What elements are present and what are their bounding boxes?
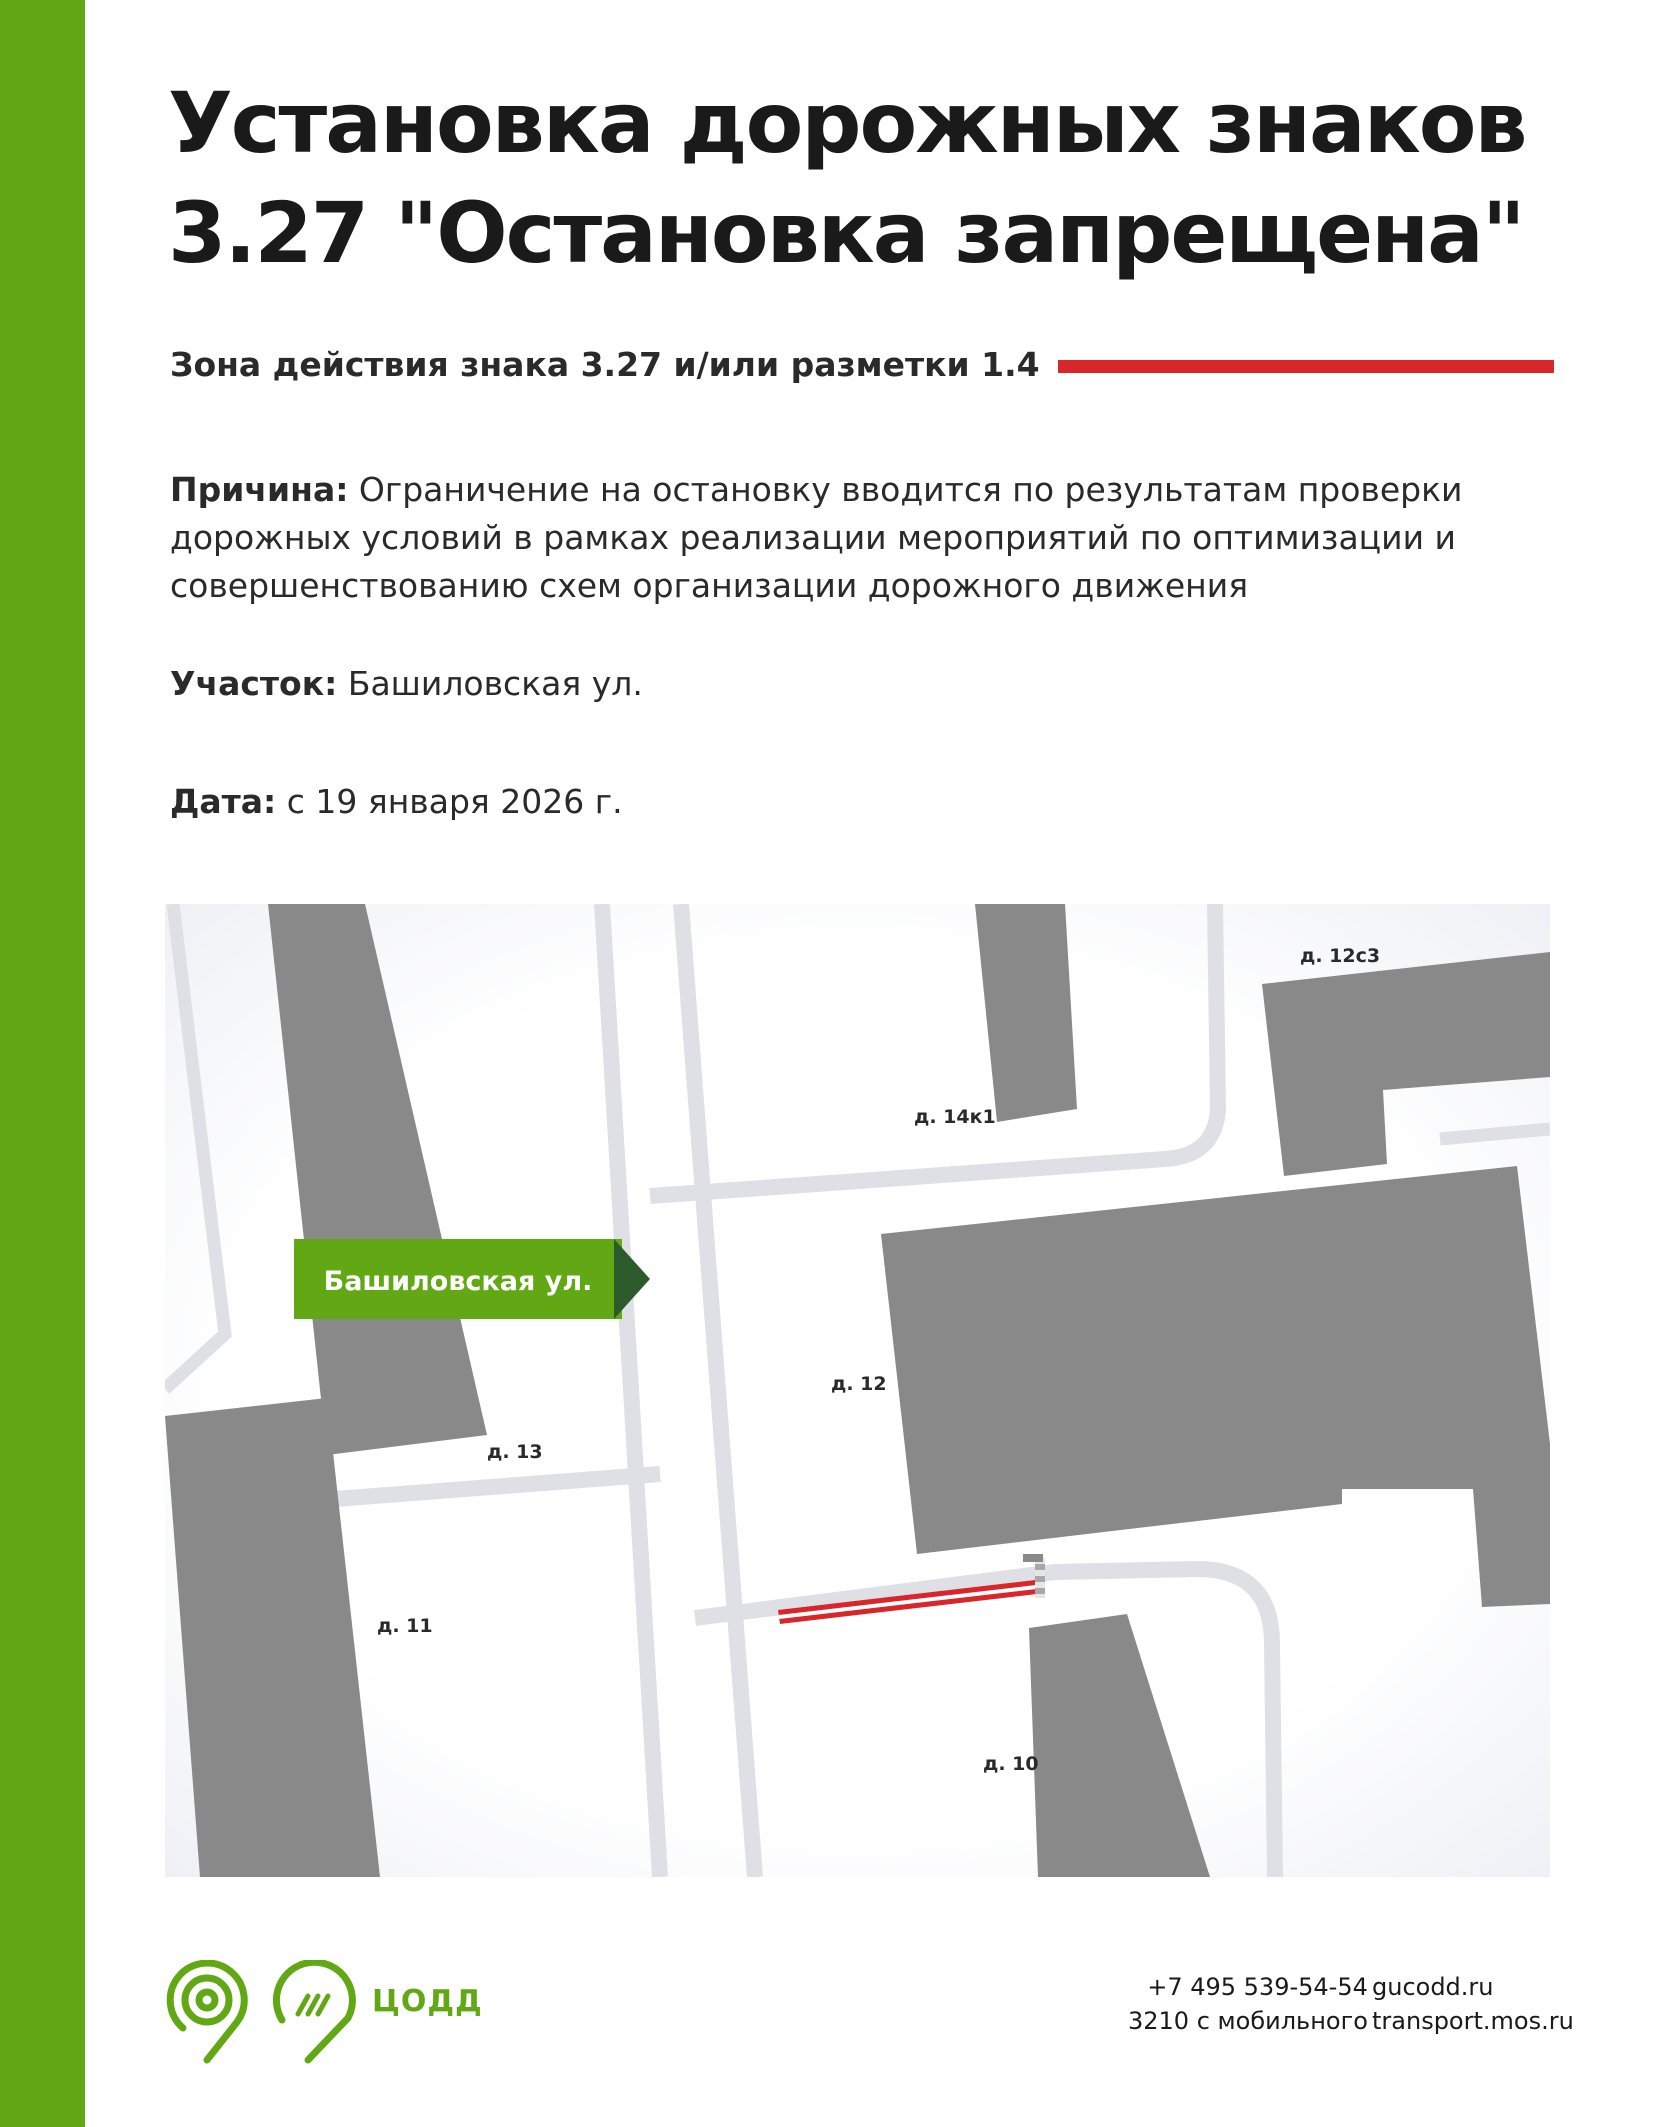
reason-label: Причина: xyxy=(170,470,349,509)
reason-paragraph xyxy=(170,466,1590,610)
label-12: д. 12 xyxy=(831,1373,887,1395)
footer-site-gucodd[interactable]: gucodd.ru xyxy=(1372,1973,1494,2001)
date-text: с 19 января 2026 г. xyxy=(276,782,623,821)
date-label: Дата: xyxy=(170,782,277,821)
label-14k1: д. 14к1 xyxy=(914,1106,996,1128)
codd-logo-icon xyxy=(270,1960,360,2065)
legend-label: Зона действия знака 3.27 и/или разметки 1.4 xyxy=(170,345,1040,384)
footer-sites xyxy=(1372,1970,1574,2038)
footer-brand: ЦОДД xyxy=(372,1984,483,2019)
label-12c3: д. 12с3 xyxy=(1300,945,1381,967)
footer-mobile: 3210 с мобильного xyxy=(1128,2007,1368,2035)
section-label: Участок: xyxy=(170,664,338,703)
label-10: д. 10 xyxy=(983,1753,1039,1775)
title-line-2: 3.27 "Остановка запрещена" xyxy=(168,184,1524,282)
date-paragraph xyxy=(170,778,623,826)
footer-phones xyxy=(1128,1970,1368,2038)
section-text: Башиловская ул. xyxy=(337,664,643,703)
street-map xyxy=(165,904,1550,1877)
left-accent-bar xyxy=(0,0,85,2127)
footer-phone: +7 495 539-54-54 xyxy=(1147,1973,1368,2001)
label-13: д. 13 xyxy=(487,1441,543,1463)
section-paragraph xyxy=(170,660,643,708)
street-label-badge xyxy=(294,1239,650,1319)
page-title xyxy=(168,68,1598,288)
moscow-transport-logo-icon xyxy=(165,1960,250,2065)
reason-text: Ограничение на остановку вводится по результатам проверки дорожных условий в рамках реализации мероприятий по оптимизации и совершенствованию схем организации дорожного движения xyxy=(170,470,1463,605)
title-line-1: Установка дорожных знаков xyxy=(168,74,1526,172)
footer-site-transport[interactable]: transport.mos.ru xyxy=(1372,2007,1574,2035)
legend-red-line xyxy=(1058,360,1554,373)
label-11: д. 11 xyxy=(377,1615,433,1637)
street-label-text: Башиловская ул. xyxy=(323,1266,593,1297)
